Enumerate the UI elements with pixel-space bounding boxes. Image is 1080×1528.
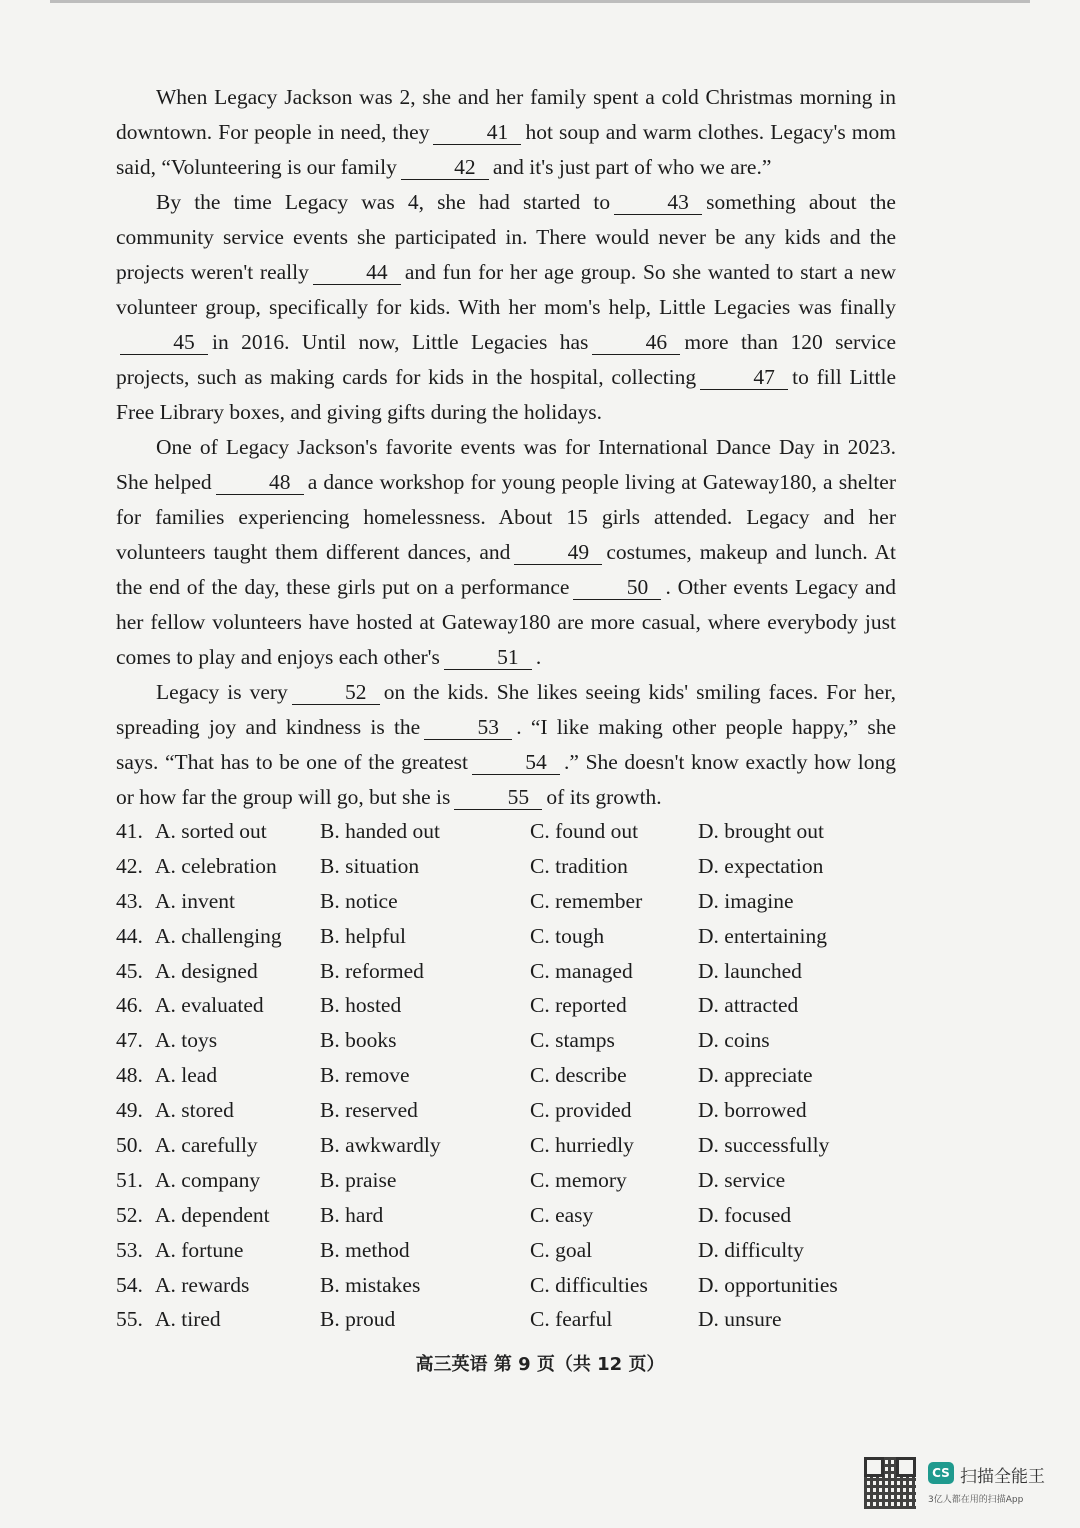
scanner-tagline: 3亿人都在用的扫描App <box>928 1495 1024 1505</box>
option-c[interactable]: C. describe <box>530 1063 627 1088</box>
cloze-passage <box>116 80 896 815</box>
passage-text: Legacy is very <box>156 680 288 704</box>
question-row <box>116 814 916 849</box>
blank-52[interactable]: 52 <box>292 680 380 705</box>
option-c[interactable]: C. found out <box>530 819 639 843</box>
question-number: 55. <box>116 1307 143 1332</box>
option-c[interactable]: C. goal <box>530 1237 593 1262</box>
option-d[interactable]: D. launched <box>698 958 802 983</box>
question-number: 54. <box>116 1272 143 1297</box>
option-d[interactable]: D. coins <box>698 1028 770 1053</box>
option-a[interactable]: A. designed <box>155 958 258 983</box>
option-d[interactable]: D. borrowed <box>698 1098 807 1123</box>
question-number: 47. <box>116 1028 143 1053</box>
question-number: 52. <box>116 1202 143 1227</box>
option-d[interactable]: D. expectation <box>698 853 824 878</box>
passage-text: more than 120 service projects, such as making cards for kids in the hospital, collecting <box>116 330 896 389</box>
option-b[interactable]: B. method <box>320 1237 410 1262</box>
passage-text: a dance workshop for young people living at Gateway180, a shelter for families experiencing homelessness. About 15 girls attended. Legacy and her volunteers taught them different dances, and <box>116 470 897 564</box>
option-d[interactable]: D. imagine <box>698 888 794 913</box>
camscanner-logo-icon: CS <box>928 1462 954 1484</box>
question-number: 45. <box>116 958 143 983</box>
question-number: 43. <box>116 888 143 913</box>
passage-text: of its growth. <box>546 785 662 809</box>
page-footer: 高三英语 第 9 页（共 12 页） <box>415 1354 665 1375</box>
paragraph-3 <box>116 430 896 675</box>
passage-text: and it's just part of who we are.” <box>492 155 772 179</box>
blank-50[interactable]: 50 <box>573 575 661 600</box>
option-a[interactable]: A. invent <box>155 888 236 913</box>
option-d[interactable]: D. attracted <box>698 993 799 1018</box>
option-b[interactable]: B. reformed <box>320 958 424 983</box>
question-row <box>116 1233 916 1268</box>
option-c[interactable]: C. remember <box>530 888 643 913</box>
question-row <box>116 1058 916 1093</box>
option-c[interactable]: C. tradition <box>530 853 628 878</box>
question-row <box>116 1163 916 1198</box>
blank-45[interactable]: 45 <box>120 330 208 355</box>
option-b[interactable]: B. mistakes <box>320 1272 421 1297</box>
question-number: 41. <box>116 819 143 843</box>
passage-text: . “I like making other people happy,” she says. “That has to be one of the greatest <box>116 715 896 774</box>
option-d[interactable]: D. focused <box>698 1202 792 1227</box>
option-b[interactable]: B. awkwardly <box>320 1133 441 1158</box>
question-number: 46. <box>116 993 143 1018</box>
passage-text: something about the community service events she participated in. There would never be any kids and the projects weren't really <box>116 190 896 284</box>
passage-text: By the time Legacy was 4, she had started to <box>156 190 611 214</box>
passage-text: and fun for her age group. So she wanted to start a new volunteer group, specifically for kids. With her mom's help, Little Legacies was finally <box>116 260 896 319</box>
paragraph-4 <box>116 675 896 815</box>
option-d[interactable]: D. service <box>698 1167 786 1192</box>
option-c[interactable]: C. reported <box>530 993 627 1018</box>
question-number: 48. <box>116 1063 143 1088</box>
option-a[interactable]: A. tired <box>155 1307 221 1332</box>
question-row <box>116 1302 916 1337</box>
option-c[interactable]: C. provided <box>530 1098 632 1123</box>
option-a[interactable]: A. dependent <box>155 1202 270 1227</box>
option-c[interactable]: C. easy <box>530 1202 594 1227</box>
question-row <box>116 919 916 954</box>
passage-text: in 2016. Until now, Little Legacies has <box>212 330 589 354</box>
passage-text: . Other events Legacy and her fellow volunteers have hosted at Gateway180 are more casual, where everybody just comes to play and enjoys each other's <box>116 575 896 669</box>
passage-text: One of Legacy Jackson's favorite events was for International Dance Day in 2023. She helped <box>116 435 896 494</box>
question-number: 44. <box>116 923 143 948</box>
scanner-brand-name: 扫描全能王 <box>960 1467 1045 1487</box>
option-d[interactable]: D. brought out <box>698 819 825 843</box>
option-b[interactable]: B. reserved <box>320 1098 418 1123</box>
blank-41[interactable]: 41 <box>433 120 521 145</box>
option-c[interactable]: C. memory <box>530 1167 627 1192</box>
question-number: 51. <box>116 1167 143 1192</box>
question-row <box>116 988 916 1023</box>
paragraph-1 <box>116 80 896 185</box>
question-number: 49. <box>116 1098 143 1123</box>
option-d[interactable]: D. difficulty <box>698 1237 804 1262</box>
passage-text: .” She doesn't know exactly how long or how far the group will go, but she is <box>116 750 897 809</box>
option-d[interactable]: D. entertaining <box>698 923 827 948</box>
option-c[interactable]: C. fearful <box>530 1307 613 1332</box>
question-number: 42. <box>116 853 143 878</box>
blank-42[interactable]: 42 <box>401 155 489 180</box>
passage-text: hot soup and warm clothes. Legacy's mom said, “Volunteering is our family <box>116 120 897 179</box>
option-b[interactable]: B. books <box>320 1028 397 1053</box>
option-a[interactable]: A. challenging <box>155 923 282 948</box>
passage-text: costumes, makeup and lunch. At the end of the day, these girls put on a performance <box>116 540 896 599</box>
option-b[interactable]: B. hard <box>320 1202 384 1227</box>
question-row <box>116 1128 916 1163</box>
blank-46[interactable]: 46 <box>592 330 680 355</box>
question-row <box>116 884 916 919</box>
option-d[interactable]: D. unsure <box>698 1307 782 1332</box>
option-b[interactable]: B. situation <box>320 853 420 878</box>
option-a[interactable]: A. company <box>155 1167 261 1192</box>
option-b[interactable]: B. praise <box>320 1167 397 1192</box>
option-a[interactable]: A. rewards <box>155 1272 250 1297</box>
question-row <box>116 954 916 989</box>
option-d[interactable]: D. appreciate <box>698 1063 813 1088</box>
answer-options <box>116 814 916 1337</box>
option-c[interactable]: C. managed <box>530 958 633 983</box>
question-number: 50. <box>116 1133 143 1158</box>
option-b[interactable]: B. proud <box>320 1307 396 1332</box>
blank-44[interactable]: 44 <box>313 260 401 285</box>
question-row <box>116 1268 916 1303</box>
option-a[interactable]: A. toys <box>155 1028 218 1053</box>
option-a[interactable]: A. celebration <box>155 853 277 878</box>
passage-text: to fill Little Free Library boxes, and giving gifts during the holidays. <box>116 365 896 424</box>
blank-43[interactable]: 43 <box>614 190 702 215</box>
blank-47[interactable]: 47 <box>700 365 788 390</box>
blank-53[interactable]: 53 <box>424 715 512 740</box>
top-border-line <box>50 0 1030 3</box>
blank-55[interactable]: 55 <box>454 785 542 810</box>
option-b[interactable]: B. remove <box>320 1063 410 1088</box>
option-b[interactable]: B. notice <box>320 888 398 913</box>
option-a[interactable]: A. carefully <box>155 1133 258 1158</box>
option-a[interactable]: A. lead <box>155 1063 218 1088</box>
option-c[interactable]: C. stamps <box>530 1028 615 1053</box>
passage-text: When Legacy Jackson was 2, she and her family spent a cold Christmas morning in downtown. For people in need, they <box>116 85 896 144</box>
option-c[interactable]: C. tough <box>530 923 605 948</box>
blank-49[interactable]: 49 <box>514 540 602 565</box>
paragraph-2 <box>116 185 896 430</box>
option-c[interactable]: C. difficulties <box>530 1272 648 1297</box>
option-a[interactable]: A. evaluated <box>155 993 264 1018</box>
blank-54[interactable]: 54 <box>472 750 560 775</box>
passage-text: on the kids. She likes seeing kids' smiling faces. For her, spreading joy and kindness is the <box>116 680 896 739</box>
option-b[interactable]: B. helpful <box>320 923 406 948</box>
option-a[interactable]: A. fortune <box>155 1237 244 1262</box>
option-b[interactable]: B. handed out <box>320 819 441 843</box>
option-b[interactable]: B. hosted <box>320 993 402 1018</box>
option-a[interactable]: A. sorted out <box>155 819 267 843</box>
option-c[interactable]: C. hurriedly <box>530 1133 634 1158</box>
blank-48[interactable]: 48 <box>216 470 304 495</box>
question-row <box>116 1023 916 1058</box>
option-d[interactable]: D. successfully <box>698 1133 830 1158</box>
option-a[interactable]: A. stored <box>155 1098 234 1123</box>
passage-text: . <box>535 645 542 669</box>
question-row <box>116 1093 916 1128</box>
question-row <box>116 849 916 884</box>
question-number: 53. <box>116 1237 143 1262</box>
blank-51[interactable]: 51 <box>444 645 532 670</box>
qr-code-icon <box>864 1457 916 1509</box>
option-d[interactable]: D. opportunities <box>698 1272 838 1297</box>
question-row <box>116 1198 916 1233</box>
